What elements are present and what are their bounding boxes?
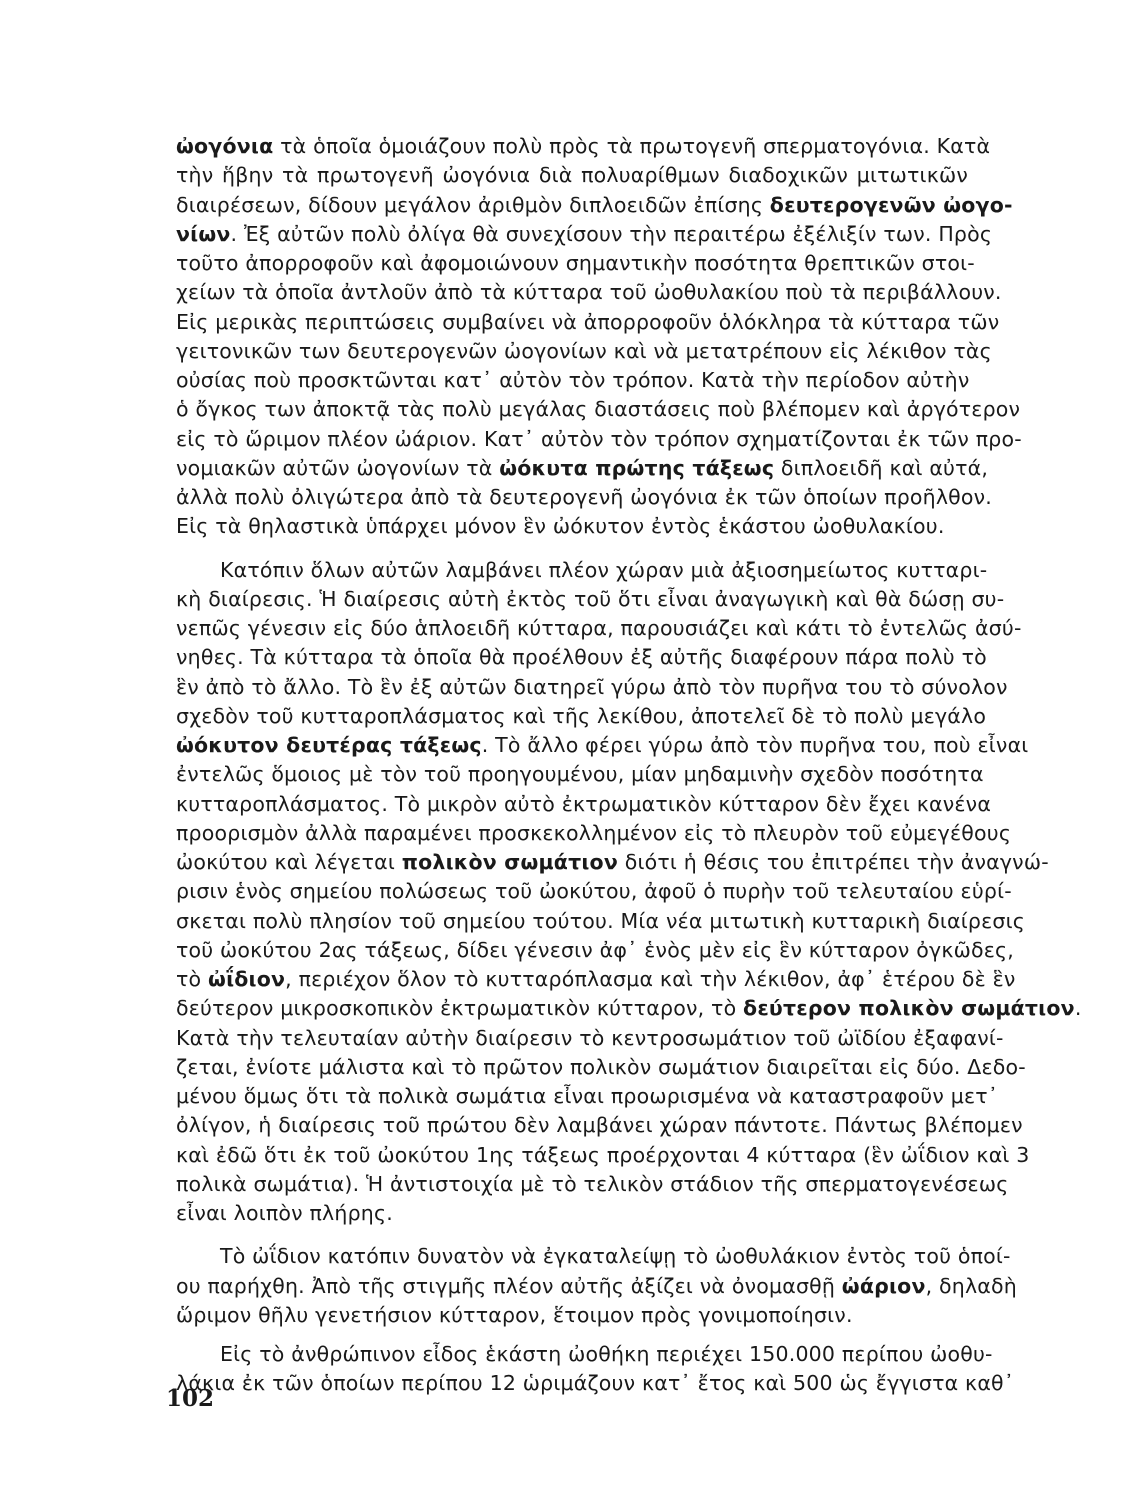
text-segment: Εἰς τὸ ἀνθρώπινον εἶδος ἑκάστη ὠοθήκη περιέχει 150.000 περίπου ὠοθυ- (220, 1342, 993, 1366)
text-line (176, 366, 968, 394)
text-segment: νεπῶς γένεσιν εἰς δύο ἁπλοειδῆ κύτταρα, παρουσιάζει καὶ κάτι τὸ ἐντελῶς ἀσύ- (176, 616, 1022, 640)
text-segment: μένου ὅμως ὅτι τὰ πολικὰ σωμάτια εἶναι προωρισμένα νὰ καταστραφοῦν μετ᾽ (176, 1084, 999, 1108)
text-line (176, 760, 984, 788)
bold-term: ὠόκυτον δευτέρας τάξεως (176, 733, 482, 757)
text-line (220, 1340, 993, 1368)
text-line (176, 191, 1013, 219)
text-segment: τοῦ ὠοκύτου 2ας τάξεως, δίδει γένεσιν ἀφ᾽ ἑνὸς μὲν εἰς ἓν κύτταρον ὀγκῶδες, (176, 938, 1014, 962)
text-line (176, 1141, 1030, 1169)
text-line (220, 1242, 1011, 1270)
text-line (176, 907, 1025, 935)
text-segment: ὥριμον θῆλυ γενετήσιον κύτταρον, ἕτοιμον πρὸς γονιμοποίησιν. (176, 1303, 853, 1327)
text-line (176, 454, 989, 482)
text-segment: διαιρέσεων, δίδουν μεγάλον ἀριθμὸν διπλοειδῶν ἐπίσης (176, 193, 770, 217)
text-line (220, 556, 988, 584)
bold-term: ὠΐδιον (208, 967, 286, 991)
text-segment: ζεται, ἐνίοτε μάλιστα καὶ τὸ πρῶτον πολικὸν σωμάτιον διαιρεῖται εἰς δύο. Δεδο- (176, 1055, 1026, 1079)
text-segment: πολικὰ σωμάτια). Ἡ ἀντιστοιχία μὲ τὸ τελικὸν στάδιον τῆς σπερματογενέσεως (176, 1172, 1009, 1196)
text-line (176, 132, 991, 160)
text-line (176, 790, 992, 818)
text-line (176, 249, 975, 277)
text-segment: κυτταροπλάσματος. Τὸ μικρὸν αὐτὸ ἐκτρωματικὸν κύτταρον δὲν ἔχει κανένα (176, 792, 992, 816)
text-line (176, 965, 1016, 993)
text-line (176, 702, 987, 730)
text-line (176, 161, 968, 189)
text-segment: . Ἐξ αὐτῶν πολὺ ὀλίγα θὰ συνεχίσουν τὴν περαιτέρω ἐξέλιξίν των. Πρὸς (230, 222, 993, 246)
text-line (176, 1301, 968, 1329)
text-line (176, 1170, 1009, 1198)
text-segment: Κατόπιν ὅλων αὐτῶν λαμβάνει πλέον χώραν μιὰ ἀξιοσημείωτος κυτταρι- (220, 558, 988, 582)
text-line (176, 936, 1014, 964)
text-segment: νηθες. Τὰ κύτταρα τὰ ὁποῖα θὰ προέλθουν ἐξ αὐτῆς διαφέρουν πάρα πολὺ τὸ (176, 645, 987, 669)
text-line (176, 731, 1029, 759)
text-line (176, 1369, 1015, 1397)
bold-term: ὠογόνια (176, 134, 274, 158)
bold-term: ὠάριον (841, 1274, 926, 1298)
text-segment: κὴ διαίρεσις. Ἡ διαίρεσις αὐτὴ ἐκτὸς τοῦ ὅτι εἶναι ἀναγωγικὴ καὶ θὰ δώσῃ συ- (176, 587, 1005, 611)
text-segment: τὴν ἥβην τὰ πρωτογενῆ ὠογόνια διὰ πολυαρίθμων διαδοχικῶν μιτωτικῶν (176, 163, 968, 187)
text-line (176, 220, 993, 248)
text-line (176, 512, 968, 540)
bold-term: πολικὸν σωμάτιον (401, 850, 618, 874)
text-segment: ἀλλὰ πολὺ ὀλιγώτερα ἀπὸ τὰ δευτερογενῆ ὠογόνια ἐκ τῶν ὁποίων προῆλθον. (176, 485, 993, 509)
text-segment: τοῦτο ἀπορροφοῦν καὶ ἀφομοιώνουν σημαντικὴν ποσότητα θρεπτικῶν στοι- (176, 251, 975, 275)
text-segment: Τὸ ὠΐδιον κατόπιν δυνατὸν νὰ ἐγκαταλείψῃ τὸ ὠοθυλάκιον ἐντὸς τοῦ ὁποί- (220, 1244, 1011, 1268)
text-line (176, 673, 1008, 701)
text-line (176, 877, 1012, 905)
text-line (176, 643, 987, 671)
text-segment: . (1074, 996, 1082, 1020)
text-line (176, 308, 1000, 336)
text-segment: εἶναι λοιπὸν πλήρης. (176, 1201, 393, 1225)
text-line (176, 1053, 1026, 1081)
bold-term: ὠόκυτα πρώτης τάξεως (499, 456, 775, 480)
page-number: 102 (166, 1385, 215, 1412)
text-segment: ὀλίγον, ἡ διαίρεσις τοῦ πρώτου δὲν λαμβάνει χώραν πάντοτε. Πάντως βλέπομεν (176, 1113, 1023, 1137)
text-line (176, 819, 1012, 847)
text-segment: ὠοκύτου καὶ λέγεται (176, 850, 402, 874)
bold-term: νίων (176, 222, 231, 246)
text-segment: Εἰς τὰ θηλαστικὰ ὑπάρχει μόνον ἓν ὠόκυτον ἐντὸς ἑκάστου ὠοθυλακίου. (176, 514, 945, 538)
text-segment: Εἰς μερικὰς περιπτώσεις συμβαίνει νὰ ἀπορροφοῦν ὁλόκληρα τὰ κύτταρα τῶν (176, 310, 1000, 334)
text-segment: νομιακῶν αὐτῶν ὠογονίων τὰ (176, 456, 500, 480)
text-line (176, 1082, 999, 1110)
text-line (176, 614, 1022, 642)
text-segment: διπλοειδῆ καὶ αὐτά, (774, 456, 989, 480)
text-line (176, 337, 992, 365)
text-segment: εἰς τὸ ὥριμον πλέον ὠάριον. Κατ᾽ αὐτὸν τὸν τρόπον σχηματίζονται ἐκ τῶν προ- (176, 427, 1022, 451)
text-segment: λάκια ἐκ τῶν ὁποίων περίπου 12 ὡριμάζουν κατ᾽ ἔτος καὶ 500 ὡς ἔγγιστα καθ᾽ (176, 1371, 1015, 1395)
text-line (176, 425, 1022, 453)
text-segment: , δηλαδὴ (925, 1274, 1017, 1298)
text-segment: χείων τὰ ὁποῖα ἀντλοῦν ἀπὸ τὰ κύτταρα τοῦ ὠοθυλακίου ποὺ τὰ περιβάλλουν. (176, 280, 1002, 304)
text-segment: τὸ (176, 967, 209, 991)
text-segment: καὶ ἐδῶ ὅτι ἐκ τοῦ ὠοκύτου 1ης τάξεως προέρχονται 4 κύτταρα (ἓν ὠΐδιον καὶ 3 (176, 1143, 1030, 1167)
text-segment: δεύτερον μικροσκοπικὸν ἐκτρωματικὸν κύτταρον, τὸ (176, 996, 744, 1020)
text-line (176, 395, 1021, 423)
text-line (176, 278, 1002, 306)
text-segment: , περιέχον ὅλον τὸ κυτταρόπλασμα καὶ τὴν λέκιθον, ἀφ᾽ ἑτέρου δὲ ἓν (285, 967, 1016, 991)
text-segment: ἓν ἀπὸ τὸ ἄλλο. Τὸ ἓν ἐξ αὐτῶν διατηρεῖ γύρω ἀπὸ τὸν πυρῆνα του τὸ σύνολον (176, 675, 1008, 699)
bold-term: δεύτερον πολικὸν σωμάτιον (743, 996, 1075, 1020)
text-line (176, 1272, 1017, 1300)
text-line (176, 585, 1005, 613)
text-segment: οὐσίας ποὺ προσκτῶνται κατ᾽ αὐτὸν τὸν τρόπον. Κατὰ τὴν περίοδον αὐτὴν (176, 368, 970, 392)
text-segment: ου παρήχθη. Ἀπὸ τῆς στιγμῆς πλέον αὐτῆς ἀξίζει νὰ ὀνομασθῇ (176, 1274, 842, 1298)
text-segment: προορισμὸν ἀλλὰ παραμένει προσκεκολλημένον εἰς τὸ πλευρὸν τοῦ εὐμεγέθους (176, 821, 1012, 845)
text-segment: . Τὸ ἄλλο φέρει γύρω ἀπὸ τὸν πυρῆνα του, ποὺ εἶναι (481, 733, 1029, 757)
bold-term: δευτερογενῶν ὠογο- (769, 193, 1013, 217)
text-segment: Κατὰ τὴν τελευταίαν αὐτὴν διαίρεσιν τὸ κεντροσωμάτιον τοῦ ὠϊδίου ἐξαφανί- (176, 1026, 1004, 1050)
text-segment: ἐντελῶς ὅμοιος μὲ τὸν τοῦ προηγουμένου, μίαν μηδαμινὴν σχεδὸν ποσότητα (176, 762, 984, 786)
text-line (176, 848, 1049, 876)
text-segment: διότι ἡ θέσις του ἐπιτρέπει τὴν ἀναγνώ- (617, 850, 1049, 874)
text-line (176, 994, 1082, 1022)
text-segment: ὁ ὄγκος των ἀποκτᾷ τὰς πολὺ μεγάλας διαστάσεις ποὺ βλέπομεν καὶ ἀργότερον (176, 397, 1021, 421)
text-line (176, 1199, 968, 1227)
text-segment: σκεται πολὺ πλησίον τοῦ σημείου τούτου. Μία νέα μιτωτικὴ κυτταρικὴ διαίρεσις (176, 909, 1025, 933)
text-line (176, 1111, 1023, 1139)
text-line (176, 483, 993, 511)
text-segment: ρισιν ἑνὸς σημείου πολώσεως τοῦ ὠοκύτου, ἀφοῦ ὁ πυρὴν τοῦ τελευταίου εὑρί- (176, 879, 1012, 903)
text-segment: γειτονικῶν των δευτερογενῶν ὠογονίων καὶ νὰ μετατρέπουν εἰς λέκιθον τὰς (176, 339, 992, 363)
text-segment: τὰ ὁποῖα ὁμοιάζουν πολὺ πρὸς τὰ πρωτογενῆ σπερματογόνια. Κατὰ (273, 134, 991, 158)
text-segment: σχεδὸν τοῦ κυτταροπλάσματος καὶ τῆς λεκίθου, ἀποτελεῖ δὲ τὸ πολὺ μεγάλο (176, 704, 987, 728)
text-line (176, 1024, 1004, 1052)
